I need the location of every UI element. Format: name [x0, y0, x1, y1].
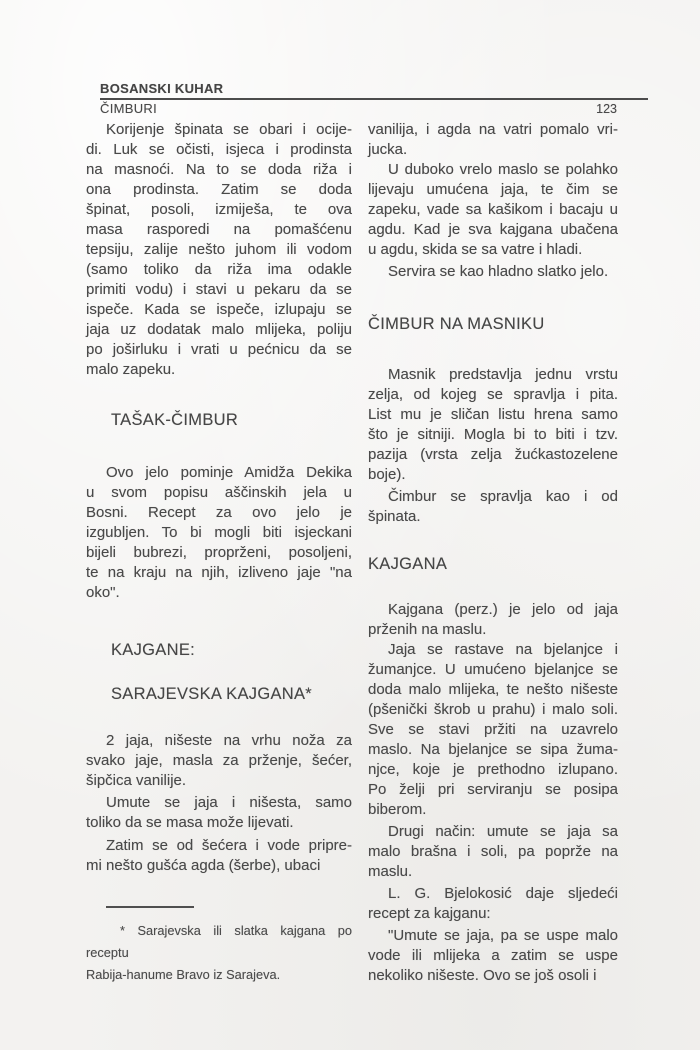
text-line: recept za kajganu:: [368, 905, 491, 922]
text-line: Ovo jelo pominje Amidža Dekika: [106, 464, 352, 481]
text-line: pazija (vrsta zelja žućkastozelene: [368, 446, 618, 463]
text-line: jucka.: [368, 141, 408, 158]
text-line: ispeče. Kada se ispeče, izlupaju se: [86, 301, 352, 318]
paragraph-bjelokosic: [368, 884, 618, 924]
text-line: što je sitniji. Mogla bi to biti i tzv.: [368, 426, 618, 443]
text-line: njce, koje je prethodno izlupano.: [368, 761, 618, 778]
text-line: U duboko vrelo maslo se polahko: [388, 161, 618, 178]
text-line: "Umute se jaja, pa se uspe malo: [388, 927, 618, 944]
paragraph-spinat: [86, 120, 352, 380]
heading-kajgane: KAJGANE:: [111, 641, 196, 659]
paragraph-tasak: [86, 463, 352, 603]
paragraph-vanilija: [368, 120, 618, 160]
text-line: masa rasporedi na pomašćenu: [86, 221, 352, 238]
text-line: ona prodinsta. Zatim se doda: [86, 181, 352, 198]
text-line: šipčica vanilije.: [86, 772, 187, 789]
text-line: toliko da se masa može lijevati.: [86, 814, 294, 831]
text-line: Kajgana (perz.) je jelo od jaja: [388, 601, 618, 618]
heading-sarajevska-kajgana: SARAJEVSKA KAJGANA*: [111, 685, 313, 703]
paragraph-duboko: [368, 160, 618, 260]
text-line: tepsiju, zalije nešto juhom ili vodom: [86, 241, 352, 258]
left-column: [86, 120, 352, 986]
text-line: jaja uz dodatak malo mlijeka, poliju: [86, 321, 352, 338]
text-line: Zatim se od šećera i vode pripre-: [106, 837, 352, 854]
text-line: svako jaje, masla za prženje, šećer,: [86, 752, 352, 769]
text-line: bijeli bubrezi, proprženi, posoljeni,: [86, 544, 352, 561]
text-line: L. G. Bjelokosić daje sljedeći: [388, 885, 618, 902]
text-line: Čimbur se spravlja kao i od: [388, 488, 618, 505]
paragraph-umute: [86, 793, 352, 833]
text-line: biberom.: [368, 801, 427, 818]
text-line: Rabija-hanume Bravo iz Sarajeva.: [86, 967, 281, 982]
header-row: [100, 102, 648, 116]
heading-cimbur-na-masniku: ČIMBUR NA MASNIKU: [368, 315, 545, 333]
text-line: oko".: [86, 584, 120, 601]
text-line: špinata.: [368, 508, 421, 525]
book-title: BOSANSKI KUHAR: [100, 81, 224, 96]
text-line: na masnoći. Na to se doda riža i: [86, 161, 352, 178]
text-line: zapeku, vade sa kašikom i bacaju u: [368, 201, 618, 218]
footnote-rule: [106, 906, 194, 908]
paragraph-zatim: [86, 836, 352, 876]
text-line: izgubljen. To bi mogli biti isjeckani: [86, 524, 352, 541]
heading-kajgana: KAJGANA: [368, 555, 448, 573]
text-line: špinat, posoli, izmiješa, te ova: [86, 201, 352, 218]
text-line: po joširluku i vrati u pećnicu da se: [86, 341, 352, 358]
text-line: Servira se kao hladno slatko jelo.: [388, 263, 609, 280]
text-line: 2 jaja, nišeste na vrhu noža za: [106, 732, 352, 749]
paragraph-servira: [368, 262, 618, 282]
text-line: Sve se stavi pržiti na uzavrelo: [368, 721, 618, 738]
text-line: Korijenje špinata se obari i ocije-: [106, 121, 352, 138]
paragraph-jaja-rastave: [368, 640, 618, 820]
text-line: Umute se jaja i nišesta, samo: [106, 794, 352, 811]
text-line: primiti vodu) i stavi u pekaru da se: [86, 281, 352, 298]
text-line: malo zapeku.: [86, 361, 176, 378]
text-line: malo brašna i soli, pa poprže na: [368, 843, 618, 860]
text-line: mi nešto gušća agda (šerbe), ubaci: [86, 857, 321, 874]
header-rule: [100, 98, 648, 100]
footnote: [86, 920, 352, 986]
page-header: [100, 82, 648, 116]
text-line: zelja, od kojeg se spravlja i pita.: [368, 386, 618, 403]
text-line: * Sarajevska ili slatka kajgana po receptu: [86, 923, 352, 960]
text-line: prženih na maslu.: [368, 621, 487, 638]
text-line: lijevaju umućena jaja, te čim se: [368, 181, 618, 198]
heading-tasak-cimbur: TAŠAK-ČIMBUR: [111, 411, 239, 429]
text-line: u agdu, skida se sa vatre i hladi.: [368, 241, 583, 258]
right-column: [368, 120, 618, 986]
page-number: 123: [596, 102, 617, 116]
paragraph-kajgana-def: [368, 600, 618, 640]
text-line: maslu.: [368, 863, 413, 880]
text-line: (pšenički škrob u prahu) i malo soli.: [368, 701, 618, 718]
paragraph-masnik: [368, 365, 618, 485]
text-line: Masnik predstavlja jednu vrstu: [388, 366, 618, 383]
text-line: di. Luk se očisti, isjeca i prodinsta: [86, 141, 352, 158]
text-line: Jaja se rastave na bjelanjce i: [388, 641, 618, 658]
text-line: maslo. Na bjelanjce se sipa žuma-: [368, 741, 618, 758]
text-line: u svom popisu aščinskih jela u: [86, 484, 352, 501]
text-line: nekoliko nišeste. Ovo se još osoli i: [368, 967, 597, 984]
text-line: (samo toliko da riža ima odakle: [86, 261, 352, 278]
text-line: vanilija, i agda na vatri pomalo vri-: [368, 121, 618, 138]
text-line: Drugi način: umute se jaja sa: [388, 823, 618, 840]
paragraph-sastojci: [86, 731, 352, 791]
text-line: Po želji pri serviranju se posipa: [368, 781, 618, 798]
text-line: Bosni. Recept za ovo jelo je: [86, 504, 352, 521]
paragraph-cimbur-spravlja: [368, 487, 618, 527]
paragraph-umute-quote: [368, 926, 618, 986]
text-line: doda malo mlijeka, te nešto nišeste: [368, 681, 618, 698]
text-line: boje).: [368, 466, 406, 483]
section-title: ČIMBURI: [100, 101, 157, 116]
paragraph-drugi-nacin: [368, 822, 618, 882]
text-line: te na kraju na njih, izliveno jaje "na: [86, 564, 352, 581]
text-line: List mu je sličan listu hrena samo: [368, 406, 618, 423]
text-line: agdu. Kad je sva kajgana ubačena: [368, 221, 618, 238]
text-line: žumanjce. U umućeno bjelanjce se: [368, 661, 618, 678]
text-columns: [86, 120, 618, 986]
text-line: vode ili mlijeka a zatim se uspe: [368, 947, 618, 964]
